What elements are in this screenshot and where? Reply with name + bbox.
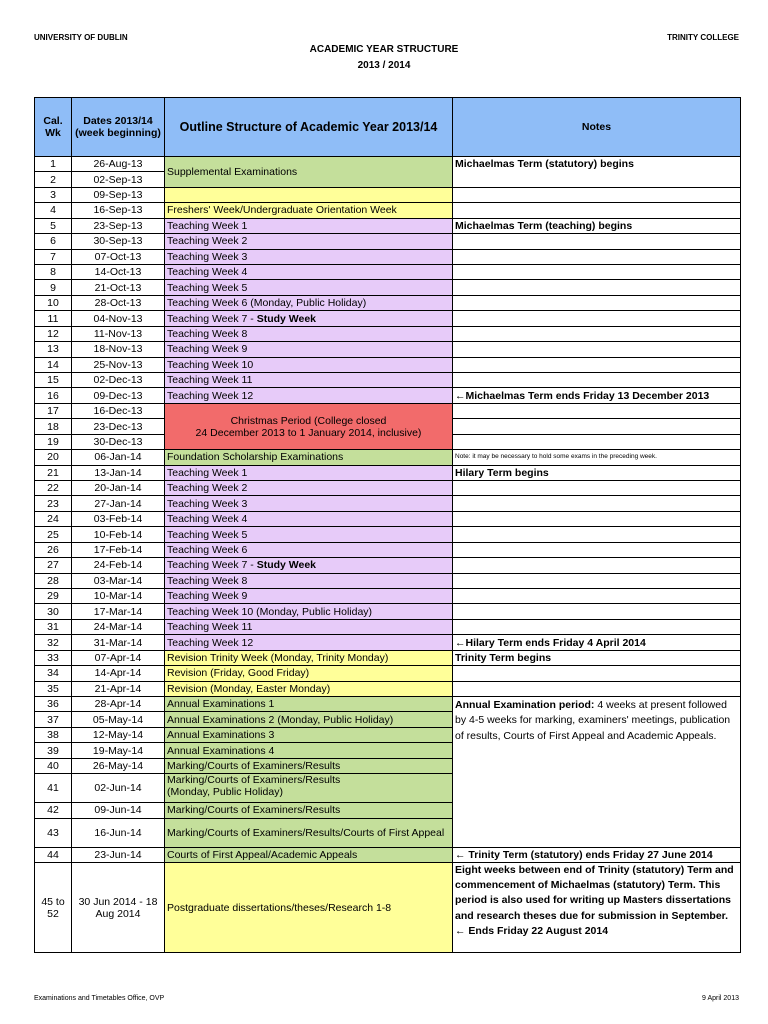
week-date: 16-Sep-13 bbox=[71, 202, 165, 218]
outline-text-wrap bbox=[167, 482, 247, 494]
note-text: Note: it may be necessary to hold some exams in the preceding week. bbox=[455, 453, 657, 461]
outline-text: Marking/Courts of Examiners/Results bbox=[167, 774, 341, 787]
outline-text-wrap bbox=[167, 683, 330, 695]
outline-text-wrap bbox=[167, 559, 316, 571]
outline-cell bbox=[164, 341, 453, 357]
page-subtitle: 2013 / 2014 bbox=[357, 60, 411, 71]
week-date: 17-Feb-14 bbox=[71, 542, 165, 558]
outline-text: Marking/Courts of Examiners/Results bbox=[167, 804, 341, 817]
outline-cell bbox=[164, 557, 453, 573]
outline-cell bbox=[164, 264, 453, 280]
outline-text-wrap bbox=[167, 606, 372, 618]
outline-text: Supplemental Examinations bbox=[167, 165, 298, 178]
footer-office: Examinations and Timetables Office, OVP bbox=[34, 995, 165, 1002]
outline-text-wrap bbox=[167, 343, 247, 355]
outline-text-wrap bbox=[167, 714, 393, 726]
week-date: 30 Jun 2014 - 18 Aug 2014 bbox=[71, 862, 165, 953]
note-text: Eight weeks between end of Trinity (statutory) Term and commencement of Michaelmas (statutory) Term. This period is also used for writing up Masters dissertations and research theses due for submission in September. bbox=[455, 864, 734, 922]
week-date: 30-Dec-13 bbox=[71, 434, 165, 450]
note-cell bbox=[452, 511, 741, 527]
outline-cell bbox=[164, 156, 453, 188]
week-number: 19 bbox=[34, 434, 72, 450]
outline-cell bbox=[164, 542, 453, 558]
outline-text-wrap bbox=[167, 390, 253, 402]
note-text: Michaelmas Term (statutory) begins bbox=[455, 158, 634, 170]
outline-text-wrap bbox=[167, 529, 247, 541]
note-cell bbox=[452, 202, 741, 218]
week-number: 40 bbox=[34, 758, 72, 774]
outline-cell bbox=[164, 403, 453, 450]
week-date: 24-Mar-14 bbox=[71, 619, 165, 635]
week-date: 14-Oct-13 bbox=[71, 264, 165, 280]
outline-text: Revision (Monday, Easter Monday) bbox=[167, 682, 331, 695]
outline-text-wrap bbox=[167, 827, 444, 839]
outline-text: Christmas Period (College closed bbox=[230, 414, 387, 427]
outline-text: Teaching Week 12 bbox=[167, 389, 254, 402]
week-number: 36 bbox=[34, 696, 72, 712]
outline-text: Courts of First Appeal/Academic Appeals bbox=[167, 848, 358, 861]
note-cell bbox=[452, 249, 741, 265]
week-number: 25 bbox=[34, 526, 72, 542]
outline-text-wrap bbox=[167, 374, 252, 386]
outline-text-wrap bbox=[167, 513, 247, 525]
week-number: 2 bbox=[34, 171, 72, 187]
note-cell bbox=[452, 480, 741, 496]
note-cell bbox=[452, 434, 741, 450]
week-number: 34 bbox=[34, 665, 72, 681]
note-cell bbox=[452, 696, 741, 848]
outline-text-wrap bbox=[167, 667, 309, 679]
week-number: 10 bbox=[34, 295, 72, 311]
header-college: TRINITY COLLEGE bbox=[667, 33, 739, 42]
outline-cell bbox=[164, 573, 453, 589]
outline-text-line2: (Monday, Public Holiday) bbox=[167, 786, 283, 799]
note-text: 4 weeks at present followed by 4-5 weeks for marking, examiners' meetings, publication of results, Courts of First Appeal and Academic Appeals. bbox=[455, 699, 731, 742]
outline-text: Teaching Week 7 - bbox=[167, 559, 257, 572]
note-cell bbox=[452, 387, 741, 403]
outline-cell bbox=[164, 187, 453, 203]
week-date: 16-Dec-13 bbox=[71, 403, 165, 419]
outline-text: Marking/Courts of Examiners/Results/Courts of First Appeal bbox=[167, 826, 445, 839]
outline-text: Teaching Week 9 bbox=[167, 590, 248, 603]
note-cell bbox=[452, 465, 741, 481]
week-number: 6 bbox=[34, 233, 72, 249]
outline-cell bbox=[164, 480, 453, 496]
outline-cell bbox=[164, 310, 453, 326]
outline-text: Postgraduate dissertations/theses/Research 1-8 bbox=[167, 901, 392, 914]
week-date: 09-Jun-14 bbox=[71, 802, 165, 818]
outline-text: Annual Examinations 1 bbox=[167, 698, 275, 711]
note-text: ← Trinity Term (statutory) ends Friday 27 June 2014 bbox=[455, 848, 713, 861]
week-date: 05-May-14 bbox=[71, 711, 165, 727]
outline-text-wrap bbox=[167, 590, 247, 602]
outline-text: Teaching Week 3 bbox=[167, 497, 248, 510]
note-cell bbox=[452, 650, 741, 666]
note-cell bbox=[452, 264, 741, 280]
week-number: 41 bbox=[34, 773, 72, 803]
note-cell bbox=[452, 372, 741, 388]
note-text: Hilary Term begins bbox=[455, 466, 549, 479]
outline-text-wrap bbox=[167, 729, 274, 741]
header-university: UNIVERSITY OF DUBLIN bbox=[34, 33, 128, 42]
week-number: 12 bbox=[34, 326, 72, 342]
outline-text-wrap bbox=[167, 328, 247, 340]
outline-text: Teaching Week 8 bbox=[167, 574, 248, 587]
week-number: 4 bbox=[34, 202, 72, 218]
note-cell bbox=[452, 403, 741, 419]
outline-cell bbox=[164, 696, 453, 712]
outline-text-wrap bbox=[167, 621, 252, 633]
page-title: ACADEMIC YEAR STRUCTURE bbox=[309, 44, 459, 55]
note-cell bbox=[452, 557, 741, 573]
week-number: 1 bbox=[34, 156, 72, 172]
outline-cell bbox=[164, 603, 453, 619]
note-cell bbox=[452, 233, 741, 249]
outline-cell bbox=[164, 295, 453, 311]
week-date: 12-May-14 bbox=[71, 727, 165, 743]
week-date: 02-Dec-13 bbox=[71, 372, 165, 388]
outline-cell bbox=[164, 818, 453, 848]
outline-cell bbox=[164, 862, 453, 953]
outline-text-wrap bbox=[167, 251, 247, 263]
outline-text: Teaching Week 9 bbox=[167, 343, 248, 356]
outline-cell bbox=[164, 619, 453, 635]
note-cell bbox=[452, 357, 741, 373]
week-date: 07-Apr-14 bbox=[71, 650, 165, 666]
week-number: 7 bbox=[34, 249, 72, 265]
week-number: 24 bbox=[34, 511, 72, 527]
outline-text-wrap bbox=[167, 266, 247, 278]
outline-text: Revision Trinity Week (Monday, Trinity Monday) bbox=[167, 651, 389, 664]
week-number: 29 bbox=[34, 588, 72, 604]
note-cell bbox=[452, 187, 741, 203]
header-cal-week: Cal. Wk bbox=[34, 97, 72, 157]
outline-cell bbox=[164, 665, 453, 681]
outline-cell bbox=[164, 233, 453, 249]
outline-cell bbox=[164, 387, 453, 403]
header-notes: Notes bbox=[452, 97, 741, 157]
outline-cell bbox=[164, 588, 453, 604]
week-date: 24-Feb-14 bbox=[71, 557, 165, 573]
outline-cell bbox=[164, 511, 453, 527]
note-cell bbox=[452, 573, 741, 589]
outline-text: Teaching Week 11 bbox=[167, 621, 253, 634]
outline-text-wrap bbox=[167, 313, 316, 325]
note-cell bbox=[452, 495, 741, 511]
outline-cell bbox=[164, 773, 453, 803]
week-date: 18-Nov-13 bbox=[71, 341, 165, 357]
note-cell bbox=[452, 295, 741, 311]
note-text: ← Ends Friday 22 August 2014 bbox=[455, 924, 609, 937]
outline-cell bbox=[164, 802, 453, 818]
week-number: 9 bbox=[34, 279, 72, 295]
outline-text-wrap bbox=[167, 451, 343, 463]
outline-cell bbox=[164, 758, 453, 774]
week-date: 06-Jan-14 bbox=[71, 449, 165, 465]
outline-text: Teaching Week 5 bbox=[167, 528, 248, 541]
outline-text: Annual Examinations 2 (Monday, Public Holiday) bbox=[167, 713, 394, 726]
outline-text-wrap bbox=[167, 359, 253, 371]
outline-text: Teaching Week 2 bbox=[167, 482, 248, 495]
outline-text: Teaching Week 1 bbox=[167, 466, 248, 479]
week-date: 17-Mar-14 bbox=[71, 603, 165, 619]
week-date: 02-Sep-13 bbox=[71, 171, 165, 187]
week-date: 19-May-14 bbox=[71, 742, 165, 758]
outline-cell bbox=[164, 727, 453, 743]
week-date: 23-Sep-13 bbox=[71, 218, 165, 234]
week-date: 25-Nov-13 bbox=[71, 357, 165, 373]
week-date: 30-Sep-13 bbox=[71, 233, 165, 249]
outline-cell bbox=[164, 634, 453, 650]
outline-text: Teaching Week 8 bbox=[167, 327, 248, 340]
note-cell bbox=[452, 418, 741, 434]
note-cell bbox=[452, 326, 741, 342]
week-number: 18 bbox=[34, 418, 72, 434]
note-cell bbox=[452, 310, 741, 326]
note-text: Michaelmas Term (teaching) begins bbox=[455, 219, 633, 232]
note-bold-prefix: Annual Examination period: bbox=[455, 699, 595, 712]
week-number: 23 bbox=[34, 495, 72, 511]
outline-text-wrap bbox=[167, 637, 253, 649]
week-date: 07-Oct-13 bbox=[71, 249, 165, 265]
note-text: ←Michaelmas Term ends Friday 13 December 2013 bbox=[455, 389, 710, 402]
note-cell bbox=[452, 588, 741, 604]
note-cell bbox=[452, 681, 741, 697]
week-date: 23-Jun-14 bbox=[71, 847, 165, 863]
outline-text: Teaching Week 12 bbox=[167, 636, 254, 649]
header-dates: Dates 2013/14 (week beginning) bbox=[71, 97, 165, 157]
week-date: 02-Jun-14 bbox=[71, 773, 165, 803]
note-cell bbox=[452, 665, 741, 681]
outline-cell bbox=[164, 279, 453, 295]
note-cell bbox=[452, 218, 741, 234]
outline-text-wrap bbox=[167, 297, 366, 309]
outline-text: Marking/Courts of Examiners/Results bbox=[167, 759, 341, 772]
outline-text-wrap bbox=[167, 204, 397, 216]
outline-cell bbox=[164, 650, 453, 666]
week-date: 09-Sep-13 bbox=[71, 187, 165, 203]
outline-text: Teaching Week 1 bbox=[167, 219, 248, 232]
outline-cell bbox=[164, 449, 453, 465]
outline-text: Teaching Week 2 bbox=[167, 235, 248, 248]
week-number: 11 bbox=[34, 310, 72, 326]
week-number: 32 bbox=[34, 634, 72, 650]
week-date: 26-Aug-13 bbox=[71, 156, 165, 172]
week-number: 30 bbox=[34, 603, 72, 619]
outline-text: Teaching Week 4 bbox=[167, 513, 248, 526]
week-number: 31 bbox=[34, 619, 72, 635]
week-number: 37 bbox=[34, 711, 72, 727]
week-number: 5 bbox=[34, 218, 72, 234]
outline-cell bbox=[164, 465, 453, 481]
outline-text: Teaching Week 6 (Monday, Public Holiday) bbox=[167, 297, 367, 310]
week-number: 14 bbox=[34, 357, 72, 373]
outline-cell bbox=[164, 326, 453, 342]
outline-text: Teaching Week 4 bbox=[167, 266, 248, 279]
week-date: 13-Jan-14 bbox=[71, 465, 165, 481]
outline-text-wrap bbox=[167, 544, 247, 556]
outline-text-wrap bbox=[167, 467, 247, 479]
week-number: 44 bbox=[34, 847, 72, 863]
week-number: 17 bbox=[34, 403, 72, 419]
week-number: 43 bbox=[34, 818, 72, 848]
week-date: 26-May-14 bbox=[71, 758, 165, 774]
week-date: 10-Mar-14 bbox=[71, 588, 165, 604]
week-date: 16-Jun-14 bbox=[71, 818, 165, 848]
week-date: 14-Apr-14 bbox=[71, 665, 165, 681]
week-number: 28 bbox=[34, 573, 72, 589]
outline-cell bbox=[164, 711, 453, 727]
week-number: 26 bbox=[34, 542, 72, 558]
outline-text: Teaching Week 3 bbox=[167, 250, 248, 263]
outline-cell bbox=[164, 202, 453, 218]
note-cell bbox=[452, 449, 741, 465]
week-date: 21-Apr-14 bbox=[71, 681, 165, 697]
outline-cell bbox=[164, 681, 453, 697]
header-outline: Outline Structure of Academic Year 2013/14 bbox=[164, 97, 453, 157]
week-date: 11-Nov-13 bbox=[71, 326, 165, 342]
outline-cell bbox=[164, 372, 453, 388]
footer-date: 9 April 2013 bbox=[702, 995, 739, 1002]
note-cell bbox=[452, 847, 741, 863]
outline-text: Teaching Week 10 bbox=[167, 358, 254, 371]
week-number: 21 bbox=[34, 465, 72, 481]
outline-text: Annual Examinations 3 bbox=[167, 729, 275, 742]
week-date: 03-Mar-14 bbox=[71, 573, 165, 589]
week-number: 13 bbox=[34, 341, 72, 357]
outline-text-wrap bbox=[167, 652, 388, 664]
week-number: 35 bbox=[34, 681, 72, 697]
week-date: 23-Dec-13 bbox=[71, 418, 165, 434]
week-number: 45 to 52 bbox=[34, 862, 72, 953]
note-cell bbox=[452, 279, 741, 295]
week-number: 33 bbox=[34, 650, 72, 666]
outline-text-wrap bbox=[167, 235, 247, 247]
outline-text-wrap bbox=[167, 166, 297, 178]
outline-text-wrap bbox=[167, 220, 247, 232]
outline-text-wrap bbox=[167, 745, 274, 757]
week-date: 20-Jan-14 bbox=[71, 480, 165, 496]
outline-text-wrap bbox=[167, 498, 247, 510]
note-cell bbox=[452, 341, 741, 357]
week-date: 03-Feb-14 bbox=[71, 511, 165, 527]
outline-text: Foundation Scholarship Examinations bbox=[167, 451, 344, 464]
note-cell bbox=[452, 619, 741, 635]
week-number: 27 bbox=[34, 557, 72, 573]
week-number: 3 bbox=[34, 187, 72, 203]
week-date: 27-Jan-14 bbox=[71, 495, 165, 511]
week-number: 20 bbox=[34, 449, 72, 465]
week-date: 10-Feb-14 bbox=[71, 526, 165, 542]
note-cell bbox=[452, 526, 741, 542]
outline-text: Teaching Week 6 bbox=[167, 543, 248, 556]
week-number: 8 bbox=[34, 264, 72, 280]
week-number: 16 bbox=[34, 387, 72, 403]
outline-text-wrap bbox=[167, 698, 274, 710]
outline-text-wrap bbox=[167, 849, 357, 861]
outline-text: Freshers' Week/Undergraduate Orientation Week bbox=[167, 204, 397, 217]
outline-text-wrap bbox=[167, 804, 340, 816]
outline-text-wrap bbox=[167, 575, 247, 587]
week-date: 28-Apr-14 bbox=[71, 696, 165, 712]
week-date: 31-Mar-14 bbox=[71, 634, 165, 650]
week-date: 21-Oct-13 bbox=[71, 279, 165, 295]
outline-bold: Study Week bbox=[256, 559, 317, 572]
week-date: 04-Nov-13 bbox=[71, 310, 165, 326]
outline-cell bbox=[164, 495, 453, 511]
outline-cell bbox=[164, 847, 453, 863]
note-text: ←Hilary Term ends Friday 4 April 2014 bbox=[455, 636, 646, 649]
week-date: 09-Dec-13 bbox=[71, 387, 165, 403]
note-text: Trinity Term begins bbox=[455, 651, 552, 664]
week-number: 22 bbox=[34, 480, 72, 496]
note-cell bbox=[452, 156, 741, 188]
week-number: 38 bbox=[34, 727, 72, 743]
outline-cell bbox=[164, 742, 453, 758]
week-number: 15 bbox=[34, 372, 72, 388]
outline-cell bbox=[164, 249, 453, 265]
outline-text: Teaching Week 10 (Monday, Public Holiday) bbox=[167, 605, 373, 618]
week-number: 39 bbox=[34, 742, 72, 758]
week-date: 28-Oct-13 bbox=[71, 295, 165, 311]
outline-cell bbox=[164, 526, 453, 542]
outline-text: Teaching Week 11 bbox=[167, 374, 253, 387]
outline-text: Teaching Week 7 - bbox=[167, 312, 257, 325]
outline-bold: Study Week bbox=[256, 312, 317, 325]
outline-text: Annual Examinations 4 bbox=[167, 744, 275, 757]
outline-text-wrap bbox=[167, 760, 340, 772]
week-number: 42 bbox=[34, 802, 72, 818]
outline-text-wrap bbox=[167, 282, 247, 294]
outline-text-line2: 24 December 2013 to 1 January 2014, inclusive) bbox=[195, 426, 422, 439]
outline-cell bbox=[164, 218, 453, 234]
outline-cell bbox=[164, 357, 453, 373]
note-cell bbox=[452, 603, 741, 619]
note-cell bbox=[452, 542, 741, 558]
outline-text: Teaching Week 5 bbox=[167, 281, 248, 294]
note-cell bbox=[452, 634, 741, 650]
note-cell bbox=[452, 862, 741, 953]
outline-text: Revision (Friday, Good Friday) bbox=[167, 667, 310, 680]
